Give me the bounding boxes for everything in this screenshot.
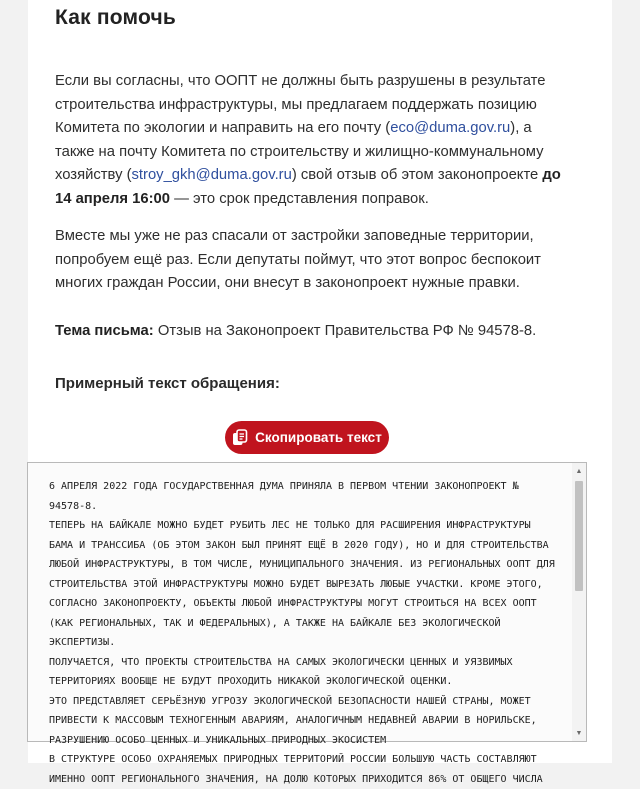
email-link-eco[interactable]: eco@duma.gov.ru (390, 120, 511, 136)
scroll-thumb[interactable] (575, 481, 583, 591)
copy-icon (232, 429, 248, 446)
intro-text-3: ) свой отзыв об этом законопроекте (291, 167, 543, 183)
intro-paragraph (55, 70, 575, 211)
subject-label: Тема письма: (55, 323, 154, 339)
scroll-down-arrow-icon[interactable]: ▼ (575, 729, 583, 737)
letter-text: 6 АПРЕЛЯ 2022 ГОДА ГОСУДАРСТВЕННАЯ ДУМА ПРИНЯЛА В ПЕРВОМ ЧТЕНИИ ЗАКОНОПРОЕКТ № 94578-8. ТЕПЕРЬ НА БАЙКАЛЕ МОЖНО БУДЕТ РУБИТЬ ЛЕС НЕ ТОЛЬКО ДЛЯ РАСШИРЕНИЯ ИНФРАСТРУКТУРЫ БАМА И ТРАНССИБА (ОБ ЭТОМ ЗАКОН БЫЛ ПРИНЯТ ЕЩЁ В 2020 ГОДУ), НО И ДЛЯ СТРОИТЕЛЬСТВА ЛЮБОЙ ИНФРАСТРУКТУРЫ, В ТОМ ЧИСЛЕ, МУНИЦИПАЛЬНОГО ЗНАЧЕНИЯ. ИЗ РЕГИОНАЛЬНЫХ ООПТ ДЛЯ СТРОИТЕЛЬСТВА ЭТОЙ ИНФРАСТРУКТУРЫ МОЖНО БУДЕТ ВЫРЕЗАТЬ ЛЮБЫЕ УЧАСТКИ. КРОМЕ ЭТОГО, СОГЛАСНО ЗАКОНОПРОЕКТУ, ОБЪЕКТЫ ЛЮБОЙ ИНФРАСТРУКТУРЫ МОГУТ СТРОИТЬСЯ НА ВСЕХ ООПТ (КАК РЕГИОНАЛЬНЫХ, ТАК И ФЕДЕРАЛЬНЫХ), А ТАКЖЕ НА БАЙКАЛЕ БЕЗ ЭКОЛОГИЧЕСКОЙ ЭКСПЕРТИЗЫ. ПОЛУЧАЕТСЯ, ЧТО ПРОЕКТЫ СТРОИТЕЛЬСТВА НА САМЫХ ЭКОЛОГИЧЕСКИ ЦЕННЫХ И УЯЗВИМЫХ ТЕРРИТОРИЯХ ВООБЩЕ НЕ БУДУТ ПРОХОДИТЬ НИКАКОЙ ЭКОЛОГИЧЕСКОЙ ОЦЕНКИ. ЭТО ПРЕДСТАВЛЯЕТ СЕРЬЁЗНУЮ УГРОЗУ ЭКОЛОГИЧЕСКОЙ БЕЗОПАСНОСТИ НАШЕЙ СТРАНЫ, МОЖЕТ ПРИВЕСТИ К МАССОВЫМ ТЕХНОГЕННЫМ АВАРИЯМ, АНАЛОГИЧНЫМ НЕДАВНЕЙ АВАРИИ В НОРИЛЬСКЕ, РАЗРУШЕНИЮ ОСОБО ЦЕННЫХ И УНИКАЛЬНЫХ ПРИРОДНЫХ ЭКОСИСТЕМ В СТРУКТУРЕ ОСОБО ОХРАНЯЕМЫХ ПРИРОДНЫХ ТЕРРИТОРИЙ РОССИИ БОЛЬШУЮ ЧАСТЬ СОСТАВЛЯЮТ ИМЕННО ООПТ РЕГИОНАЛЬНОГО ЗНАЧЕНИЯ, НА ДОЛЮ КОТОРЫХ ПРИХОДИТСЯ 86% ОТ ОБЩЕГО ЧИСЛА (49, 481, 555, 785)
subject-line (55, 320, 575, 344)
content-card (28, 0, 612, 785)
email-link-stroy[interactable]: stroy_gkh@duma.gov.ru (131, 167, 292, 183)
deadline-text: до 14 апреля 16:00 (55, 167, 561, 207)
appeal-paragraph: Вместе мы уже не раз спасали от застройки заповедные территории, попробуем ещё раз. Если депутаты поймут, что этот вопрос беспокоит многих граждан России, они внесут в законопроект нужные правки. (55, 228, 541, 291)
sample-text-heading: Примерный текст обращения: (55, 375, 280, 392)
scroll-up-arrow-icon[interactable]: ▲ (575, 467, 583, 475)
intro-text-2: ), а также на почту Комитета по строительству и жилищно-коммунальному хозяйству ( (55, 120, 544, 183)
letter-textarea[interactable] (27, 462, 587, 785)
intro-text-4: — это срок представления поправок. (170, 190, 429, 207)
copy-text-button[interactable] (225, 421, 389, 454)
subject-value: Отзыв на Законопроект Правительства РФ № 94578-8. (153, 323, 537, 339)
copy-button-label: Скопировать текст (255, 430, 382, 445)
intro-text-1: Если вы согласны, что ООПТ не должны быть разрушены в результате строительства инфраструктуры, мы предлагаем поддержать позицию Комитета по экологии и направить на его почту ( (55, 73, 546, 136)
section-heading: Как помочь (55, 6, 176, 29)
textarea-scrollbar[interactable] (572, 463, 586, 741)
